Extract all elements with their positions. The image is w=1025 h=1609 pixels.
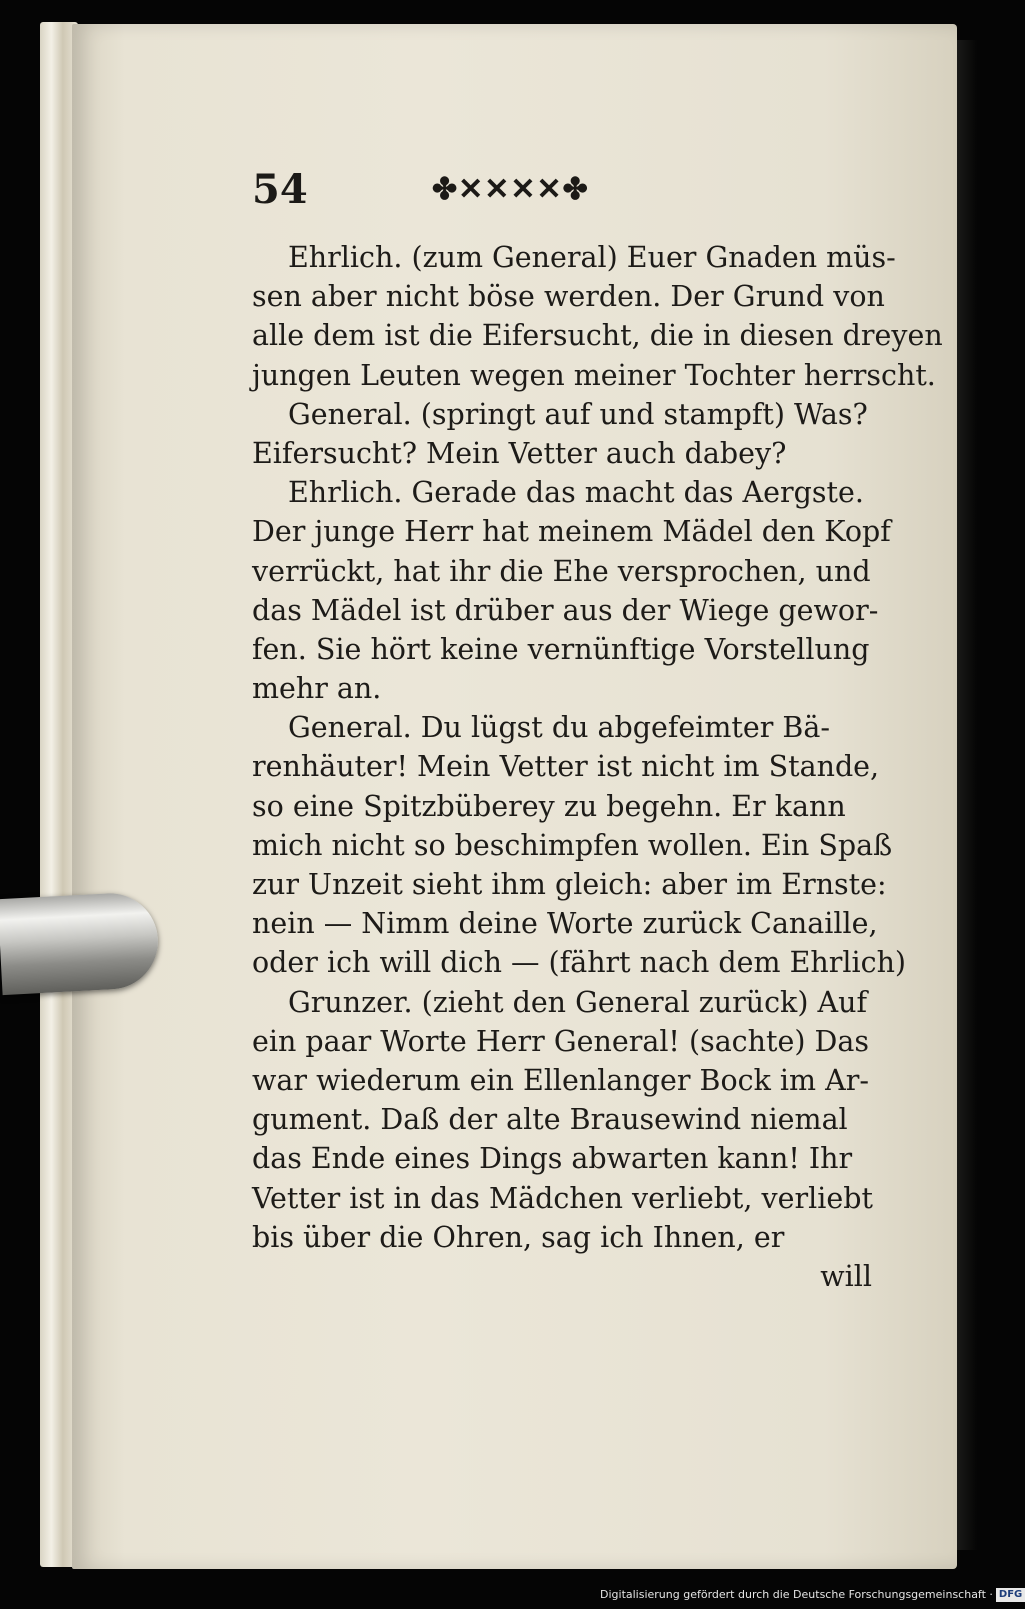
text-line: Ehrlich. (zum General) Euer Gnaden müs-	[288, 241, 896, 274]
text-line: mich nicht so beschimpfen wollen. Ein Spaß	[252, 828, 893, 862]
body-text	[252, 238, 943, 1296]
digitization-credit	[600, 1585, 1023, 1605]
credit-text: Digitalisierung gefördert durch die Deutsche Forschungsgemeinschaft ·	[600, 1588, 993, 1601]
text-line: das Mädel ist drüber aus der Wiege gewor-	[252, 593, 879, 627]
text-line: bis über die Ohren, sag ich Ihnen, er	[252, 1220, 785, 1254]
text-line: Ehrlich. Gerade das macht das Aergste.	[288, 476, 864, 510]
page-header	[252, 165, 852, 220]
text-line: das Ende eines Dings abwarten kann! Ihr	[252, 1142, 853, 1176]
text-line: mehr an.	[252, 672, 382, 706]
page-number: 54	[252, 166, 308, 213]
text-line: alle dem ist die Eifersucht, die in diesen dreyen	[252, 319, 943, 353]
text-line: ein paar Worte Herr General! (sachte) Das	[252, 1024, 869, 1058]
text-line: sen aber nicht böse werden. Der Grund von	[252, 280, 885, 314]
catchword: will	[820, 1259, 872, 1293]
text-line: Grunzer. (zieht den General zurück) Auf	[288, 985, 867, 1019]
text-line: nein — Nimm deine Worte zurück Canaille,	[252, 907, 878, 941]
text-line: General. (springt auf und stampft) Was?	[288, 397, 868, 431]
text-line: gument. Daß der alte Brausewind niemal	[252, 1103, 848, 1137]
text-line: Eifersucht? Mein Vetter auch dabey?	[252, 436, 787, 470]
text-line: war wiederum ein Ellenlanger Bock im Ar-	[252, 1063, 869, 1097]
page-gutter-shadow	[957, 40, 977, 1550]
text-line: fen. Sie hört keine vernünftige Vorstellung	[252, 632, 870, 666]
text-line: Der junge Herr hat meinem Mädel den Kopf	[252, 515, 891, 549]
text-line: zur Unzeit sieht ihm gleich: aber im Ernste:	[252, 868, 887, 901]
dfg-logo: DFG	[996, 1588, 1025, 1602]
text-line: General. Du lügst du abgefeimter Bä-	[288, 711, 830, 745]
text-line: oder ich will dich — (fährt nach dem Ehrlich)	[252, 946, 907, 980]
text-line: verrückt, hat ihr die Ehe versprochen, und	[252, 554, 871, 588]
text-line: Vetter ist in das Mädchen verliebt, verliebt	[252, 1181, 873, 1215]
text-line: renhäuter! Mein Vetter ist nicht im Stande,	[252, 750, 880, 784]
header-ornament: ✤✕✕✕✕✤	[432, 172, 589, 207]
text-line: so eine Spitzbüberey zu begehn. Er kann	[252, 789, 846, 823]
page-clip	[0, 891, 160, 995]
text-line: jungen Leuten wegen meiner Tochter herrscht.	[252, 358, 936, 392]
